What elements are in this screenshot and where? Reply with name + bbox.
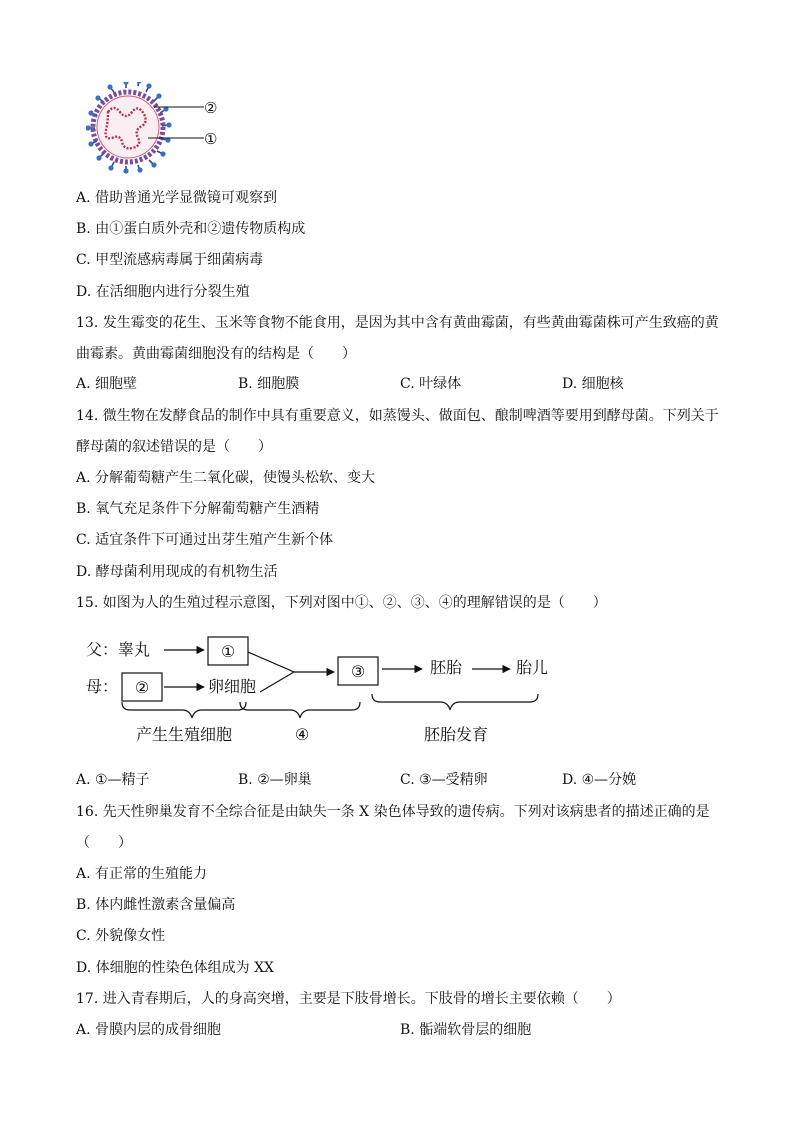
q13-option-b: B. 细胞膜 (238, 376, 300, 392)
flow-brace-1 (122, 702, 246, 718)
q15-option-b: B. ②—卵巢 (238, 772, 312, 788)
q13-option-c: C. 叶绿体 (400, 376, 462, 392)
flow-box-3-label: ③ (350, 662, 366, 681)
q13-option-d: D. 细胞核 (562, 376, 624, 392)
flow-brace-2 (240, 702, 360, 718)
q15-option-a: A. ①—精子 (76, 772, 150, 788)
q12-option-a: A. 借助普通光学显微镜可观察到 (76, 190, 278, 206)
q16-option-c: C. 外貌像女性 (76, 928, 166, 944)
q12-option-c: C. 甲型流感病毒属于细菌病毒 (76, 252, 264, 268)
q14-stem-line1: 14. 微生物在发酵食品的制作中具有重要意义，如蒸馒头、做面包、酿制啤酒等要用到酵母菌。下列关于 (76, 408, 719, 424)
q12-option-b: B. 由①蛋白质外壳和②遗传物质构成 (76, 221, 306, 237)
q16-stem-line2: （ ） (76, 835, 132, 851)
q14-stem-line2: 酵母菌的叙述错误的是（ ） (76, 439, 272, 455)
q16-option-b: B. 体内雌性激素含量偏高 (76, 897, 236, 913)
q17-option-a: A. 骨膜内层的成骨细胞 (76, 1022, 222, 1038)
q16-option-a: A. 有正常的生殖能力 (76, 866, 208, 882)
virus-label-2: ② (204, 99, 218, 117)
q16-option-d: D. 体细胞的性染色体组成为 XX (76, 960, 275, 976)
reproduction-flow-diagram (80, 628, 560, 758)
virus-diagram (86, 82, 226, 174)
q12-option-d: D. 在活细胞内进行分裂生殖 (76, 284, 250, 300)
q17-option-b: B. 骺端软骨层的细胞 (400, 1022, 532, 1038)
flow-embryo-label: 胚胎 (430, 658, 463, 677)
q13-option-a: A. 细胞壁 (76, 376, 138, 392)
flow-mother-label: 母： (86, 677, 119, 696)
q16-stem-line1: 16. 先天性卵巢发育不全综合征是由缺失一条 X 染色体导致的遗传病。下列对该病患者的描述正确的是 (76, 804, 710, 820)
flow-father-label: 父：睾丸 (86, 640, 151, 659)
flow-brace-2-label: ④ (294, 725, 310, 744)
flow-box-1-label: ① (220, 642, 236, 661)
q14-option-d: D. 酵母菌利用现成的有机物生活 (76, 564, 278, 580)
virus-label-1: ① (204, 130, 218, 148)
q15-stem: 15. 如图为人的生殖过程示意图，下列对图中①、②、③、④的理解错误的是（ ） (76, 595, 607, 611)
flow-box-2-label: ② (134, 678, 150, 697)
flow-brace-1-label: 产生生殖细胞 (135, 725, 233, 744)
q14-option-c: C. 适宜条件下可通过出芽生殖产生新个体 (76, 532, 334, 548)
q14-option-a: A. 分解葡萄糖产生二氧化碳，使馒头松软、变大 (76, 470, 376, 486)
flow-brace-3-label: 胚胎发育 (423, 725, 489, 744)
q14-option-b: B. 氧气充足条件下分解葡萄糖产生酒精 (76, 501, 320, 517)
q13-stem-line2: 曲霉素。黄曲霉菌细胞没有的结构是（ ） (76, 346, 356, 362)
flow-brace-3 (372, 694, 538, 710)
q13-stem-line1: 13. 发生霉变的花生、玉米等食物不能食用，是因为其中含有黄曲霉菌，有些黄曲霉菌株可产生致癌的黄 (76, 315, 719, 331)
q17-stem: 17. 进入青春期后，人的身高突增，主要是下肢骨增长。下肢骨的增长主要依赖（ ） (76, 991, 621, 1007)
q15-option-d: D. ④—分娩 (562, 772, 637, 788)
q15-option-c: C. ③—受精卵 (400, 772, 488, 788)
flow-fetus-label: 胎儿 (516, 658, 549, 677)
flow-egg-label: 卵细胞 (208, 677, 257, 696)
